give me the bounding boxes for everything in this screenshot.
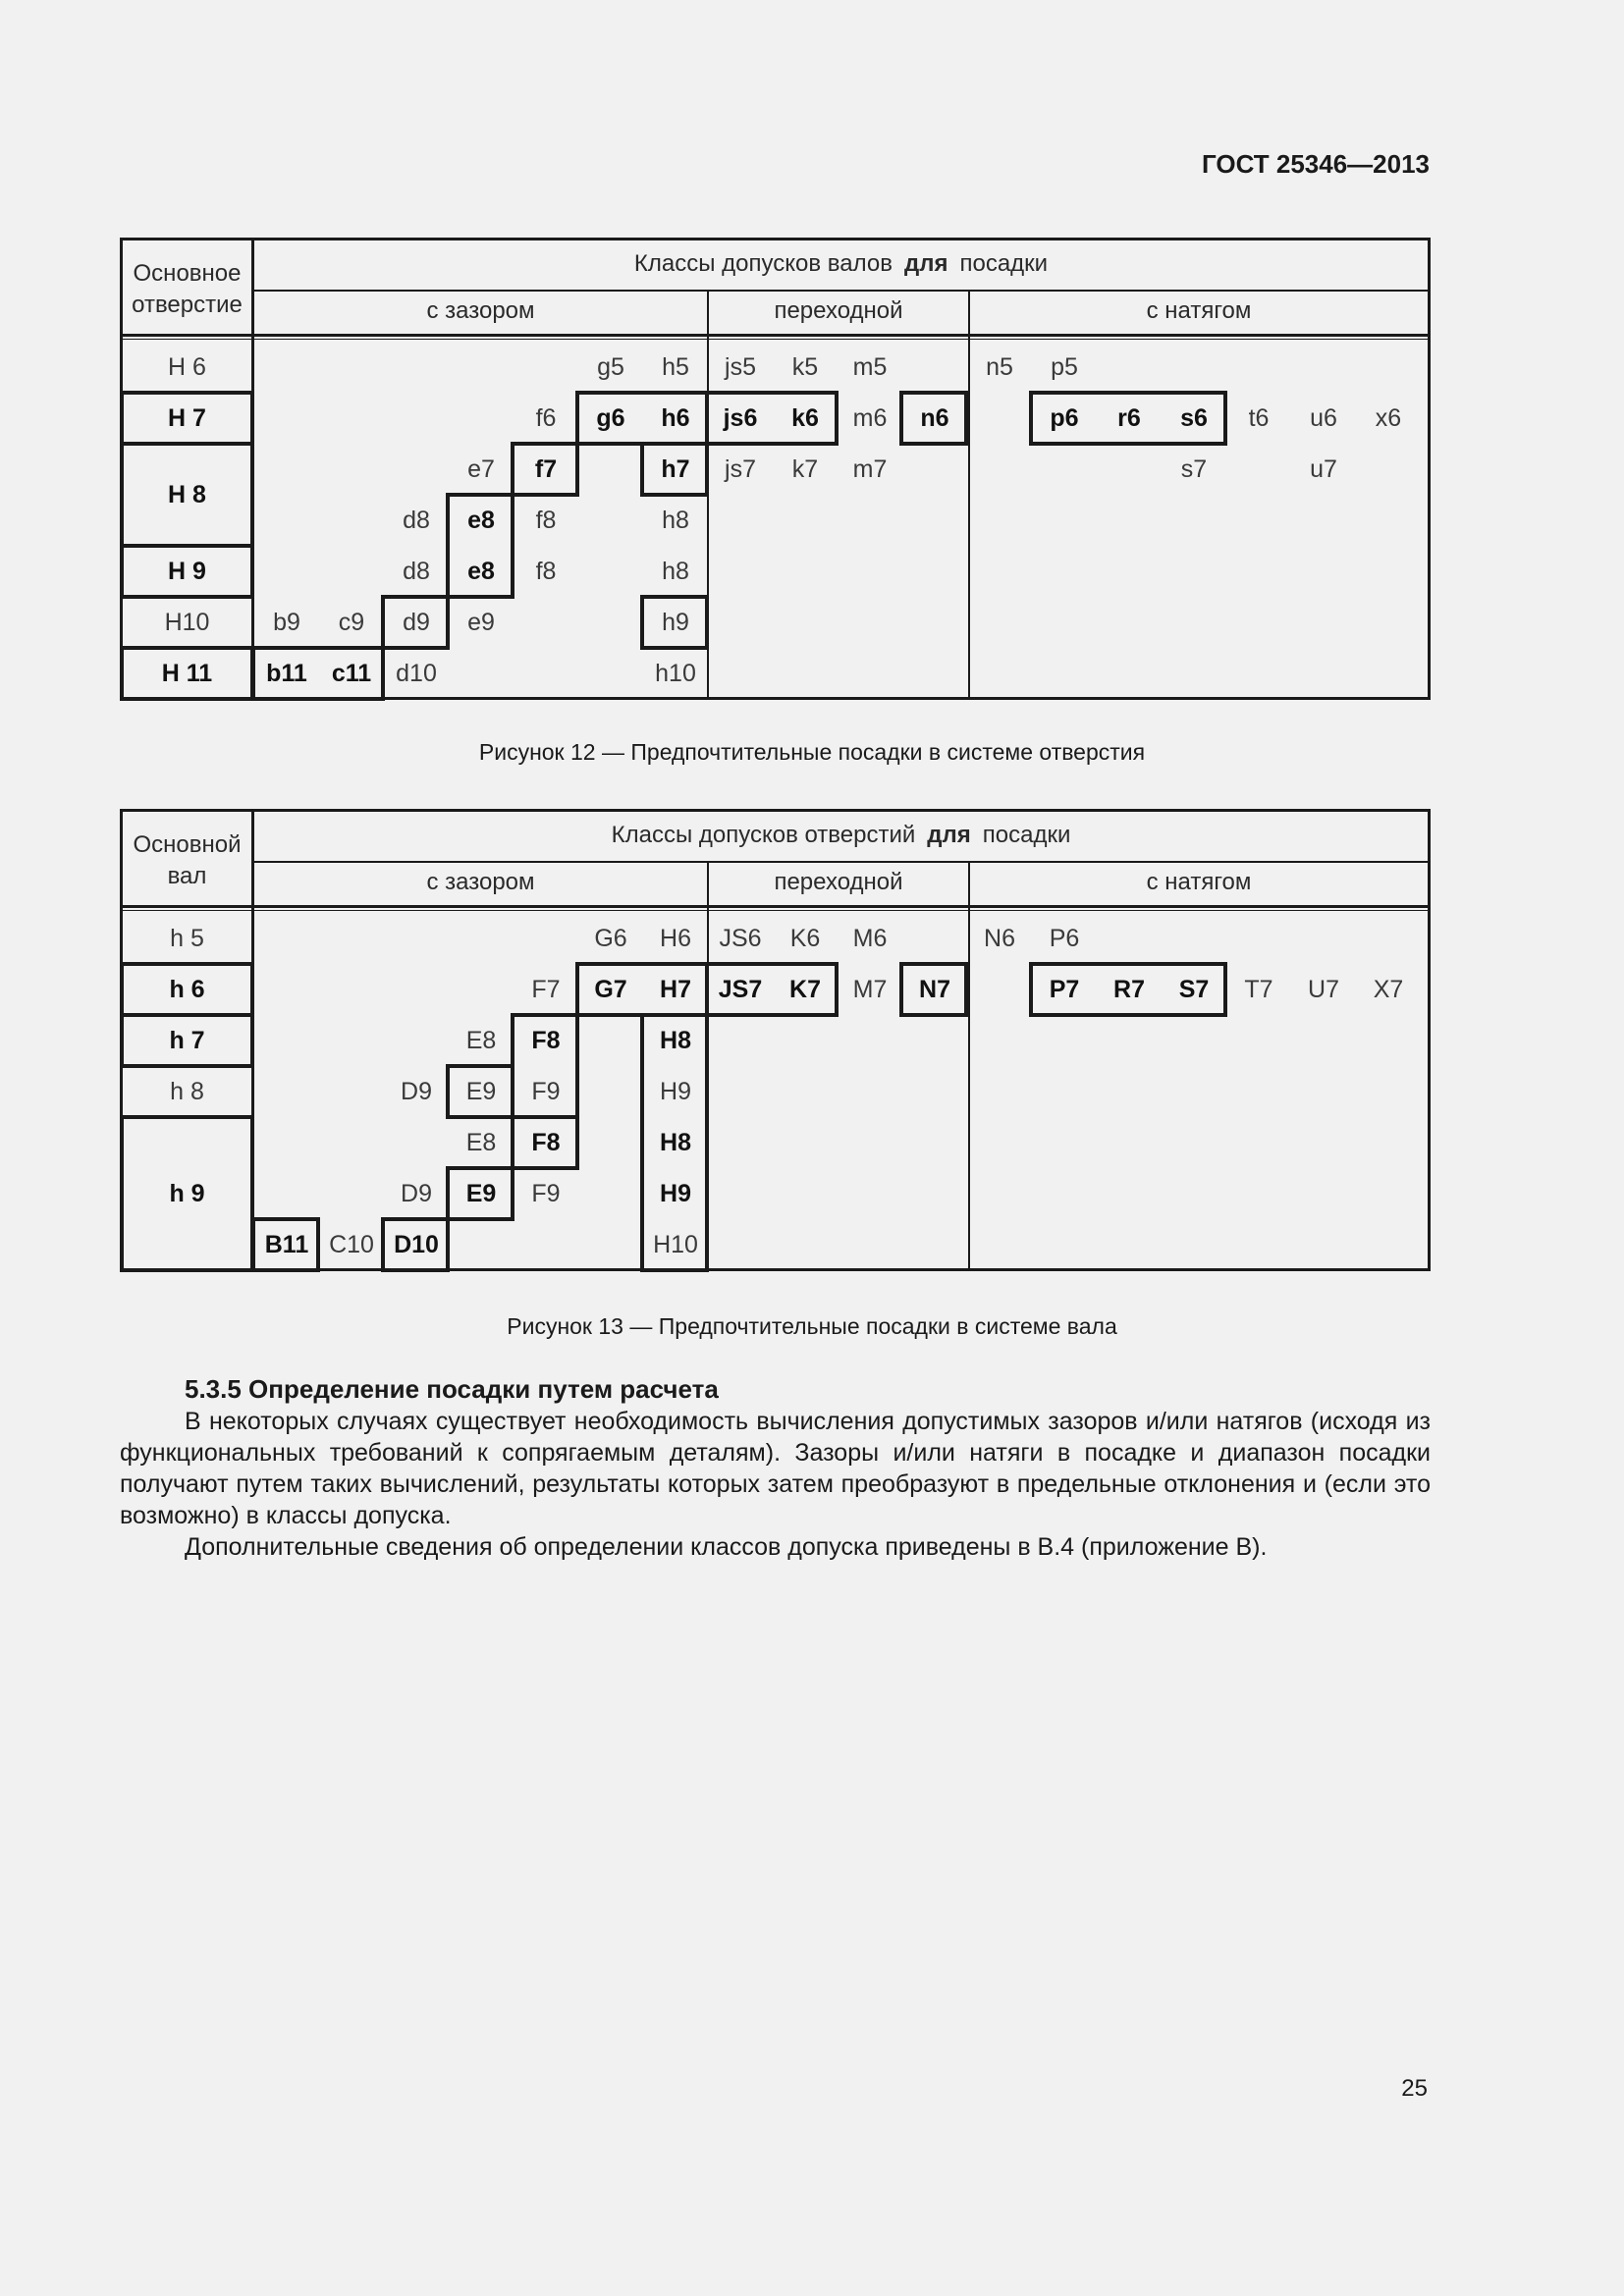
tolerance-class: D9 — [401, 1077, 432, 1105]
preferred-fit-frame — [120, 391, 254, 446]
tolerance-class: js6 — [723, 403, 758, 432]
tolerance-class: F8 — [531, 1128, 561, 1156]
tolerance-class: X7 — [1373, 975, 1404, 1003]
tolerance-class: d8 — [403, 557, 430, 585]
tolerance-class: h8 — [662, 557, 689, 585]
corner-line: Основное — [133, 260, 242, 287]
tolerance-class: S7 — [1178, 975, 1210, 1003]
tolerance-class: k6 — [791, 403, 819, 432]
title-part: Классы допусков отверстий — [611, 822, 916, 848]
tolerance-class: G7 — [594, 975, 627, 1003]
tolerance-class: D9 — [401, 1179, 432, 1207]
row-label: H 6 — [168, 352, 206, 381]
preferred-fit-frame — [381, 595, 450, 650]
preferred-fit-frame — [251, 1217, 320, 1272]
tolerance-class: h7 — [661, 454, 690, 483]
tolerance-class: e8 — [467, 557, 495, 585]
row-label: H 8 — [168, 480, 206, 508]
preferred-fit-frame — [640, 1013, 709, 1272]
preferred-fit-frame — [120, 544, 254, 599]
tolerance-class: d8 — [403, 506, 430, 534]
tolerance-class: m6 — [852, 403, 888, 432]
row-label: h 9 — [169, 1179, 205, 1207]
tolerance-class: m5 — [852, 352, 888, 381]
tolerance-class: u6 — [1310, 403, 1337, 432]
corner-line: отверстие — [132, 292, 243, 318]
tolerance-class: E8 — [465, 1128, 497, 1156]
grid-line — [251, 861, 1428, 863]
tolerance-class: k5 — [791, 352, 819, 381]
preferred-fit-frame — [899, 391, 968, 446]
tolerance-class: F9 — [531, 1077, 561, 1105]
tolerance-class: R7 — [1113, 975, 1145, 1003]
tolerance-class: s7 — [1180, 454, 1208, 483]
figure-13-caption: Рисунок 13 — Предпочтительные посадки в системе вала — [507, 1313, 1117, 1339]
tolerance-class: d10 — [396, 659, 437, 687]
figure-12-caption: Рисунок 12 — Предпочтительные посадки в системе отверстия — [478, 739, 1146, 765]
tolerance-class: F8 — [531, 1026, 561, 1054]
tolerance-class: f8 — [535, 506, 557, 534]
tolerance-class: h8 — [662, 506, 689, 534]
tolerance-class: f8 — [535, 557, 557, 585]
tolerance-class: F9 — [531, 1179, 561, 1207]
title-part: для — [927, 822, 971, 848]
group-header: с натягом — [1146, 869, 1252, 895]
tolerance-class: g6 — [596, 403, 625, 432]
preferred-fit-frame — [251, 646, 385, 701]
preferred-fit-frame — [120, 442, 254, 548]
tolerance-class: h5 — [662, 352, 689, 381]
tolerance-class: g5 — [597, 352, 624, 381]
preferred-fit-frame — [705, 962, 839, 1017]
preferred-fit-frame — [120, 646, 254, 701]
tolerance-class: H8 — [660, 1026, 691, 1054]
preferred-fit-frame — [575, 391, 709, 446]
tolerance-class: F7 — [531, 975, 561, 1003]
section-body — [120, 1406, 1431, 1563]
tolerance-class: H8 — [660, 1128, 691, 1156]
preferred-fit-frame — [1029, 391, 1227, 446]
tolerance-class: h9 — [662, 608, 689, 636]
tolerance-class: b11 — [266, 659, 307, 687]
tolerance-class: E9 — [465, 1077, 497, 1105]
row-label: H 11 — [161, 659, 213, 687]
tolerance-class: e8 — [467, 506, 495, 534]
tolerance-class: x6 — [1375, 403, 1402, 432]
tolerance-class: M6 — [852, 924, 888, 952]
tolerance-class: s6 — [1180, 403, 1208, 432]
tolerance-class: n6 — [920, 403, 949, 432]
page-number: 25 — [1401, 2075, 1428, 2102]
tolerance-class: P7 — [1049, 975, 1080, 1003]
preferred-fit-frame — [120, 1013, 254, 1068]
figure-title — [254, 250, 1428, 278]
preferred-fit-frame — [511, 442, 579, 497]
tolerance-class: C10 — [329, 1230, 374, 1258]
tolerance-class: U7 — [1308, 975, 1339, 1003]
preferred-fit-frame — [381, 1217, 450, 1272]
preferred-fit-frame — [120, 1115, 254, 1272]
tolerance-class: f6 — [535, 403, 557, 432]
tolerance-class: h6 — [661, 403, 690, 432]
tolerance-class: h10 — [655, 659, 696, 687]
preferred-fit-frame — [120, 962, 254, 1017]
tolerance-class: js5 — [725, 352, 756, 381]
corner-label — [123, 258, 251, 321]
tolerance-class: f7 — [534, 454, 558, 483]
preferred-fit-frame — [640, 442, 709, 497]
corner-line: Основной — [133, 831, 242, 858]
tolerance-class: K6 — [789, 924, 821, 952]
tolerance-class: d9 — [403, 608, 430, 636]
title-part: Классы допусков валов — [633, 250, 893, 277]
tolerance-class: e7 — [467, 454, 495, 483]
tolerance-class: H9 — [660, 1179, 691, 1207]
paragraph-1: В некоторых случаях существует необходимость вычисления допустимых зазоров и/или натягов (исходя из функциональных требований к сопрягаемым деталям). Зазоры и/или натяги в посадке и диапазон посадки получают путем таких вычислений, результаты которых затем преобразуют в предельные отклонения и (если это возможно) в классы допуска. — [120, 1408, 1431, 1529]
tolerance-class: E9 — [465, 1179, 497, 1207]
figure-title — [254, 822, 1428, 849]
tolerance-class: r6 — [1117, 403, 1141, 432]
grid-line — [123, 339, 1428, 340]
preferred-fit-frame — [1029, 962, 1227, 1017]
tolerance-class: t6 — [1248, 403, 1270, 432]
group-header: с зазором — [426, 297, 535, 324]
row-label: h 6 — [169, 975, 205, 1003]
preferred-fit-frame — [511, 1013, 579, 1119]
tolerance-class: k7 — [791, 454, 819, 483]
tolerance-class: B11 — [264, 1230, 309, 1258]
tolerance-class: c9 — [338, 608, 365, 636]
preferred-fit-frame — [511, 1115, 579, 1170]
preferred-fit-frame — [705, 391, 839, 446]
tolerance-class: u7 — [1310, 454, 1337, 483]
figure-12-table — [120, 238, 1431, 700]
tolerance-class: K7 — [789, 975, 821, 1003]
paragraph-2: Дополнительные сведения об определении классов допуска приведены в В.4 (приложение В). — [185, 1533, 1268, 1561]
tolerance-class: H6 — [660, 924, 691, 952]
tolerance-class: M7 — [852, 975, 888, 1003]
row-label: H10 — [164, 608, 210, 636]
preferred-fit-frame — [446, 1064, 514, 1119]
figure-13-table — [120, 809, 1431, 1271]
corner-line: вал — [167, 863, 207, 889]
title-part: посадки — [959, 250, 1049, 277]
preferred-fit-frame — [575, 962, 709, 1017]
tolerance-class: P6 — [1049, 924, 1080, 952]
group-header: с натягом — [1146, 297, 1252, 324]
row-label: h 8 — [170, 1077, 204, 1105]
group-header: с зазором — [426, 869, 535, 895]
tolerance-class: H7 — [660, 975, 691, 1003]
tolerance-class: N7 — [919, 975, 950, 1003]
grid-line — [123, 910, 1428, 911]
preferred-fit-frame — [446, 1166, 514, 1221]
tolerance-class: JS7 — [718, 975, 763, 1003]
tolerance-class: b9 — [273, 608, 300, 636]
tolerance-class: H9 — [660, 1077, 691, 1105]
preferred-fit-frame — [899, 962, 968, 1017]
section-heading: 5.3.5 Определение посадки путем расчета — [185, 1374, 719, 1404]
tolerance-class: m7 — [852, 454, 888, 483]
row-label: h 5 — [170, 924, 204, 952]
preferred-fit-frame — [446, 493, 514, 599]
title-part: посадки — [982, 822, 1071, 848]
row-label: h 7 — [169, 1026, 205, 1054]
tolerance-class: c11 — [331, 659, 372, 687]
tolerance-class: G6 — [594, 924, 627, 952]
grid-line — [123, 334, 1428, 337]
title-part: для — [903, 250, 948, 277]
group-header: переходной — [774, 869, 903, 895]
preferred-fit-frame — [640, 595, 709, 650]
tolerance-class: E8 — [465, 1026, 497, 1054]
tolerance-class: N6 — [984, 924, 1015, 952]
tolerance-class: n5 — [986, 352, 1013, 381]
tolerance-class: T7 — [1244, 975, 1273, 1003]
group-header: переходной — [774, 297, 903, 324]
tolerance-class: e9 — [467, 608, 495, 636]
tolerance-class: p5 — [1051, 352, 1078, 381]
tolerance-class: js7 — [725, 454, 756, 483]
document-header: ГОСТ 25346—2013 — [1202, 149, 1430, 179]
tolerance-class: D10 — [394, 1230, 439, 1258]
corner-label — [123, 829, 251, 892]
row-label: H 9 — [168, 557, 206, 585]
tolerance-class: JS6 — [719, 924, 762, 952]
tolerance-class: p6 — [1050, 403, 1079, 432]
row-label: H 7 — [168, 403, 206, 432]
grid-line — [123, 905, 1428, 908]
tolerance-class: H10 — [653, 1230, 698, 1258]
grid-line — [251, 290, 1428, 292]
